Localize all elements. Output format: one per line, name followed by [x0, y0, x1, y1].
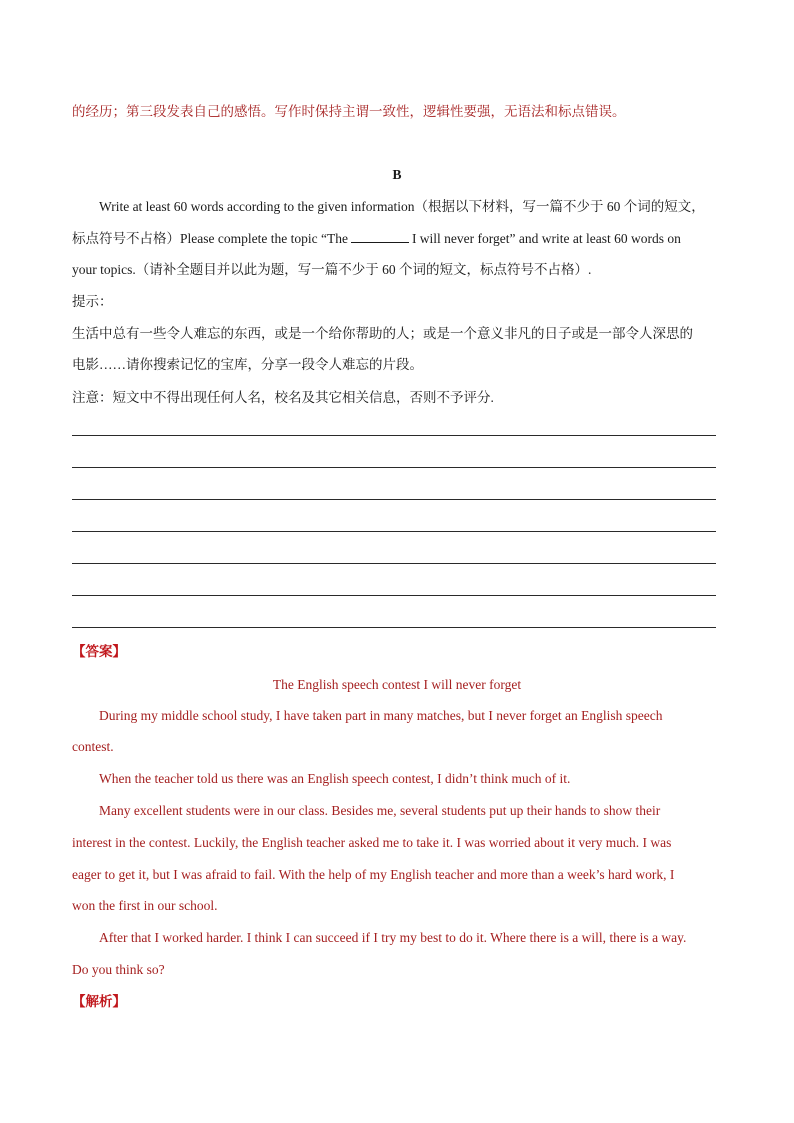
hint-line-1: 生活中总有一些令人难忘的东西，或是一个给你帮助的人；或是一个意义非凡的日子或是一部令人深思的: [72, 326, 693, 341]
writing-line: [72, 467, 716, 468]
topic-blank: [351, 230, 409, 243]
instruction-line-2-before: 标点符号不占格）Please complete the topic “The: [72, 231, 348, 246]
answer-paragraph-3-line-1: Many excellent students were in our class. Besides me, several students put up their hands to show their: [99, 803, 661, 818]
writing-line: [72, 531, 716, 532]
note-text: 注意：短文中不得出现任何人名，校名及其它相关信息，否则不予评分.: [72, 390, 494, 405]
answer-paragraph-3-line-3: eager to get it, but I was afraid to fail. With the help of my English teacher and more than a week’s hard work, I: [72, 867, 675, 882]
answer-paragraph-1-line-1: During my middle school study, I have taken part in many matches, but I never forget an English speech: [99, 708, 663, 723]
instruction-line-3: your topics.（请补全题目并以此为题，写一篇不少于 60 个词的短文，标点符号不占格）.: [72, 262, 592, 277]
hint-label: 提示：: [72, 294, 113, 309]
analysis-label: 【解析】: [72, 994, 126, 1009]
answer-paragraph-1-line-2: contest.: [72, 739, 114, 754]
answer-paragraph-4-line-2: Do you think so?: [72, 962, 165, 977]
answer-title: The English speech contest I will never forget: [272, 677, 522, 692]
answer-label: 【答案】: [72, 644, 126, 659]
instruction-line-2: [72, 230, 681, 248]
answer-paragraph-4-line-1: After that I worked harder. I think I can succeed if I try my best to do it. Where there is a will, there is a way.: [99, 930, 687, 945]
previous-question-text: 的经历；第三段发表自己的感悟。写作时保持主谓一致性，逻辑性要强，无语法和标点错误。: [72, 104, 626, 119]
writing-line: [72, 499, 716, 500]
instruction-line-2-after: I will never forget” and write at least 60 words on: [411, 231, 681, 246]
writing-line: [72, 595, 716, 596]
writing-line: [72, 627, 716, 628]
hint-line-2: 电影……请你搜索记忆的宝库，分享一段令人难忘的片段。: [72, 357, 423, 372]
instruction-line-1: Write at least 60 words according to the given information（根据以下材料，写一篇不少于 60 个词的短文，: [99, 199, 705, 214]
writing-line: [72, 435, 716, 436]
answer-paragraph-3-line-2: interest in the contest. Luckily, the English teacher asked me to take it. I was worried about it very much. I was: [72, 835, 672, 850]
answer-paragraph-2-line-1: When the teacher told us there was an English speech contest, I didn’t think much of it.: [99, 771, 571, 786]
writing-line: [72, 563, 716, 564]
answer-paragraph-3-line-4: won the first in our school.: [72, 898, 218, 913]
section-label: B: [392, 167, 402, 182]
